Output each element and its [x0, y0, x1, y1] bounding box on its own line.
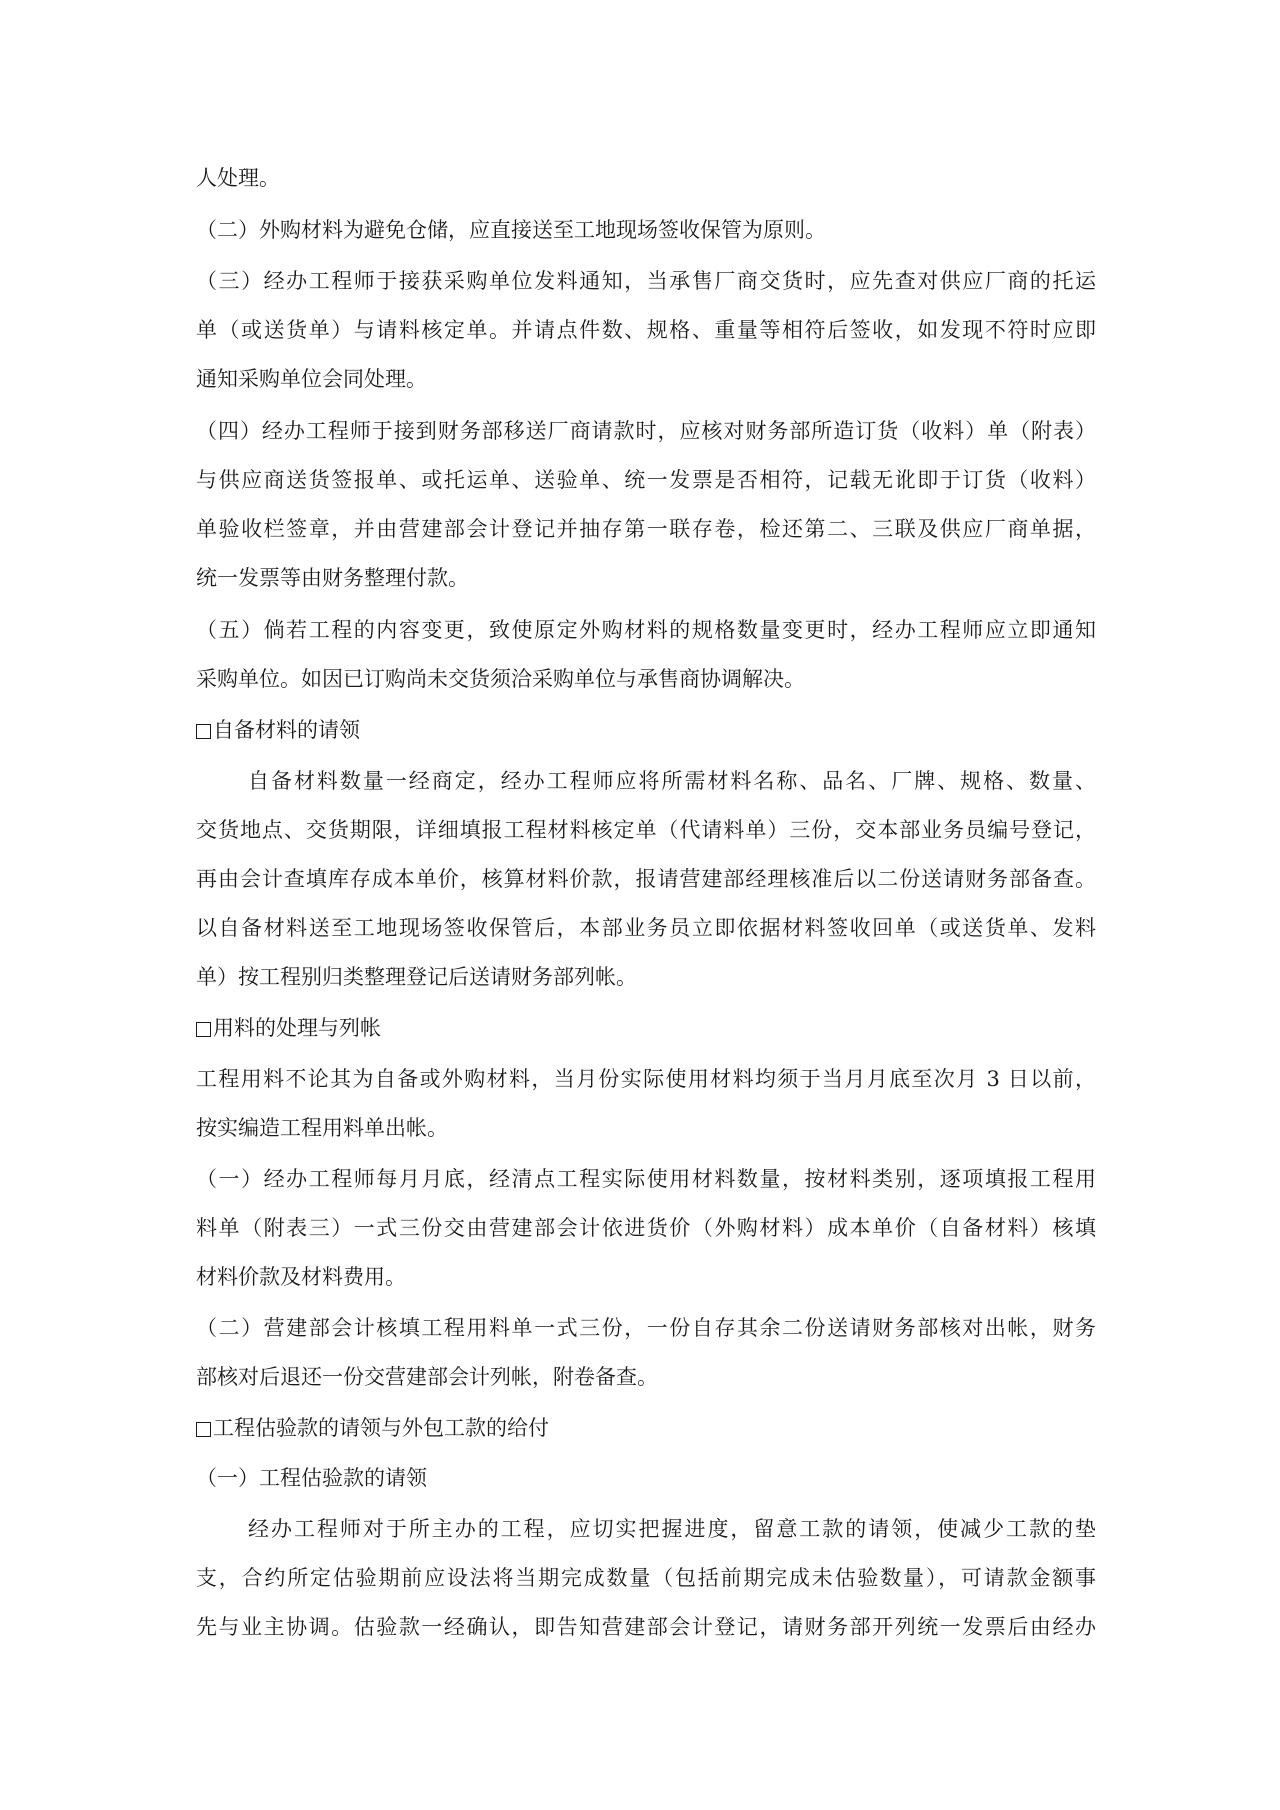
section-heading — [196, 715, 360, 745]
text-line: （二）营建部会计核填工程用料单一式三份，一份自存其余二份送请财务部核对出帐，财务 — [196, 1316, 1096, 1340]
text-line: 先与业主协调。估验款一经确认，即告知营建部会计登记，请财务部开列统一发票后由经办 — [196, 1615, 1096, 1639]
checkbox-square-icon — [196, 724, 211, 739]
text-line: 人处理。 — [196, 166, 280, 190]
text-line: 支，合约所定估验期前应设法将当期完成数量（包括前期完成未估验数量），可请款金额事 — [196, 1566, 1096, 1590]
text-line: 通知采购单位会同处理。 — [196, 367, 427, 391]
section-heading-text: 用料的处理与列帐 — [213, 1016, 381, 1040]
text-line: 交货地点、交货期限，详细填报工程材料核定单（代请料单）三份，交本部业务员编号登记， — [196, 818, 1096, 842]
text-line: 单验收栏签章，并由营建部会计登记并抽存第一联存卷，检还第二、三联及供应厂商单据， — [196, 517, 1096, 541]
text-line: 工程用料不论其为自备或外购材料，当月份实际使用材料均须于当月月底至次月 3 日以前， — [196, 1067, 1096, 1091]
text-line: 再由会计查填库存成本单价，核算材料价款，报请营建部经理核准后以二份送请财务部备查。 — [196, 867, 1096, 891]
text-line: 统一发票等由财务整理付款。 — [196, 566, 469, 590]
text-line: （一）经办工程师每月月底，经清点工程实际使用材料数量，按材料类别，逐项填报工程用 — [196, 1167, 1096, 1191]
text-line: 以自备材料送至工地现场签收保管后，本部业务员立即依据材料签收回单（或送货单、发料 — [196, 916, 1096, 940]
section-heading-text: 工程估验款的请领与外包工款的给付 — [213, 1416, 549, 1440]
text-line: 料单（附表三）一式三份交由营建部会计依进货价（外购材料）成本单价（自备材料）核填 — [196, 1216, 1096, 1240]
text-line: 部核对后退还一份交营建部会计列帐，附卷备查。 — [196, 1365, 658, 1389]
section-heading-text: 自备材料的请领 — [213, 718, 360, 742]
text-line: 单）按工程别归类整理登记后送请财务部列帐。 — [196, 965, 637, 989]
text-line: （五）倘若工程的内容变更，致使原定外购材料的规格数量变更时，经办工程师应立即通知 — [196, 618, 1096, 642]
text-line: 自备材料数量一经商定，经办工程师应将所需材料名称、品名、厂牌、规格、数量、 — [248, 769, 1096, 793]
section-heading — [196, 1413, 549, 1443]
text-line: （四）经办工程师于接到财务部移送厂商请款时，应核对财务部所造订货（收料）单（附表） — [196, 419, 1096, 443]
text-line: 材料价款及材料费用。 — [196, 1265, 406, 1289]
section-heading — [196, 1013, 381, 1043]
text-line: （二）外购材料为避免仓储，应直接送至工地现场签收保管为原则。 — [196, 218, 826, 242]
text-line: 与供应商送货签报单、或托运单、送验单、统一发票是否相符，记载无讹即于订货（收料） — [196, 468, 1096, 492]
checkbox-square-icon — [196, 1022, 211, 1037]
text-line: 单（或送货单）与请料核定单。并请点件数、规格、重量等相符后签收，如发现不符时应即 — [196, 318, 1096, 342]
text-line: 采购单位。如因已订购尚未交货须洽采购单位与承售商协调解决。 — [196, 667, 805, 691]
text-line: 按实编造工程用料单出帐。 — [196, 1116, 448, 1140]
text-line: （三）经办工程师于接获采购单位发料通知，当承售厂商交货时，应先查对供应厂商的托运 — [196, 269, 1096, 293]
text-line: （一）工程估验款的请领 — [196, 1466, 427, 1490]
checkbox-square-icon — [196, 1422, 211, 1437]
text-line: 经办工程师对于所主办的工程，应切实把握进度，留意工款的请领，使减少工款的垫 — [248, 1517, 1096, 1541]
